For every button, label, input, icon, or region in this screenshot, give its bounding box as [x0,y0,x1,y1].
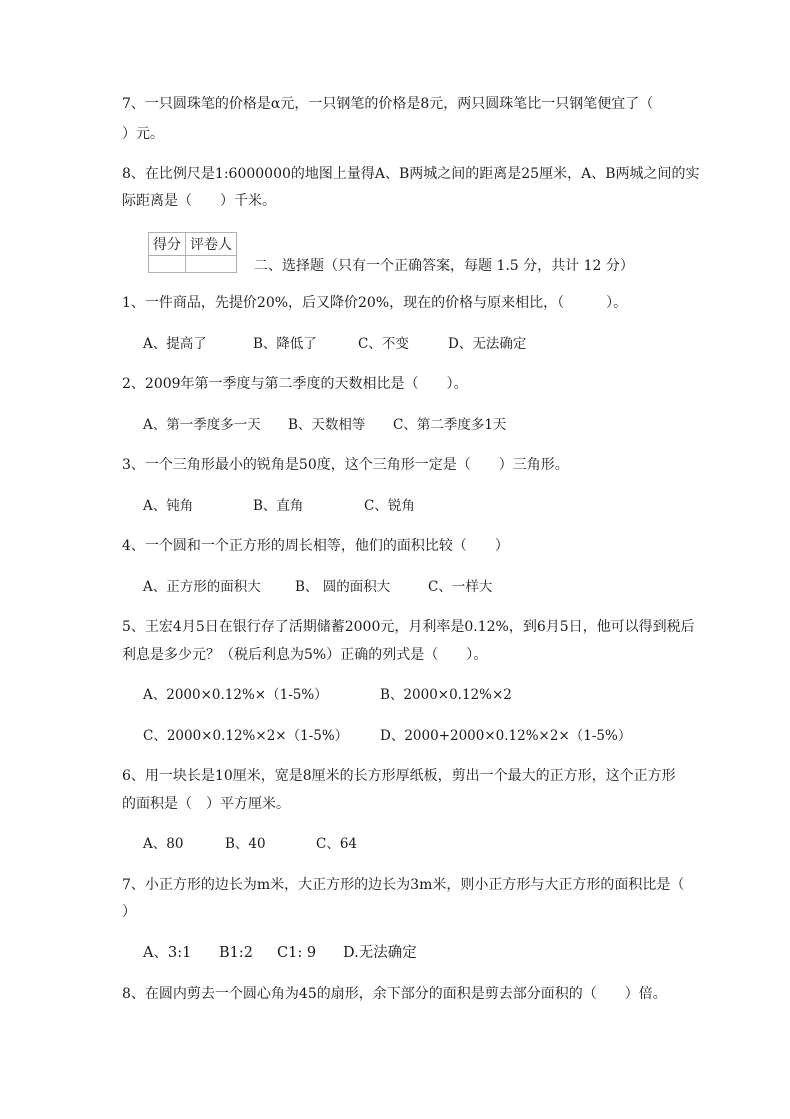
grader-label: 评卷人 [186,233,237,256]
question-8: 8、在圆内剪去一个圆心角为45的扇形，余下部分的面积是剪去部分面积的（ ）倍。 [122,986,667,1002]
q6-option-c: C、64 [316,836,358,852]
question-5-line1: 5、王宏4月5日在银行存了活期储蓄2000元，月利率是0.12%，到6月5日，他可以得到税后 [122,619,695,635]
question-6-line2: 的面积是（ ）平方厘米。 [122,796,290,812]
q2-option-b: B、天数相等 [288,417,366,433]
q1-option-a: A、提高了 [143,336,207,352]
question-2: 2、2009年第一季度与第二季度的天数相比是（ ）。 [122,376,468,392]
q4-option-b: B、 圆的面积大 [295,579,391,595]
q5-option-c: C、2000×0.12%×2×（1-5%） [143,728,349,744]
q4-options [143,579,703,595]
question-5-line2: 利息是多少元？（税后利息为5%）正确的列式是（ ）。 [122,647,488,663]
question-1: 1、一件商品，先提价20%，后又降价20%，现在的价格与原来相比，（ ）。 [122,295,628,311]
question-6-line1: 6、用一块长是10厘米，宽是8厘米的长方形厚纸板，剪出一个最大的正方形，这个正方形 [122,768,676,784]
q7-options [143,945,703,961]
q2-option-c: C、第二季度多1天 [393,417,507,433]
q7-option-c: C1: 9 [277,945,317,961]
q3-option-a: A、钝角 [143,498,194,514]
q5-option-d: D、2000+2000×0.12%×2×（1-5%） [380,728,632,744]
question-7-line2: ） [122,904,136,920]
q1-option-b: B、降低了 [253,336,317,352]
score-label: 得分 [149,233,186,256]
q6-option-a: A、80 [143,836,184,852]
section-title: 二、选择题（只有一个正确答案，每题 1.5 分，共计 12 分） [254,258,634,274]
q5-options-row2 [143,728,703,744]
q7-option-d: D.无法确定 [343,945,417,961]
question-4: 4、一个圆和一个正方形的周长相等，他们的面积比较（ ） [122,538,509,554]
score-cell [149,256,186,273]
q3-option-c: C、锐角 [364,498,415,514]
q4-option-a: A、正方形的面积大 [143,579,261,595]
q1-options [143,336,703,352]
grader-cell [186,256,237,273]
question-7-line1: 7、小正方形的边长为m米，大正方形的边长为3m米，则小正方形与大正方形的面积比是（ [122,877,685,893]
q7-option-a: A、3:1 [143,945,192,961]
fill-q7-line1: 7、一只圆珠笔的价格是α元，一只钢笔的价格是8元，两只圆珠笔比一只钢笔便宜了（ [122,96,654,112]
q6-option-b: B、40 [225,836,266,852]
q3-option-b: B、直角 [253,498,304,514]
q3-options [143,498,703,514]
fill-q7-line2: ）元。 [122,126,164,142]
q2-option-a: A、第一季度多一天 [143,417,261,433]
q5-option-a: A、2000×0.12%×（1-5%） [143,687,328,703]
q1-option-d: D、无法确定 [448,336,527,352]
q7-option-b: B1:2 [219,945,253,961]
q1-option-c: C、不变 [358,336,409,352]
q5-options-row1 [143,687,703,703]
q2-options [143,417,703,433]
q6-options [143,836,703,852]
fill-q8-line2: 际距离是（ ）千米。 [122,193,276,209]
score-box [148,232,237,273]
q5-option-b: B、2000×0.12%×2 [380,687,512,703]
fill-q8-line1: 8、在比例尺是1:6000000的地图上量得A、B两城之间的距离是25厘米，A、B两城之间的实 [122,166,700,182]
q4-option-c: C、一样大 [428,579,493,595]
question-3: 3、一个三角形最小的锐角是50度，这个三角形一定是（ ）三角形。 [122,457,569,473]
